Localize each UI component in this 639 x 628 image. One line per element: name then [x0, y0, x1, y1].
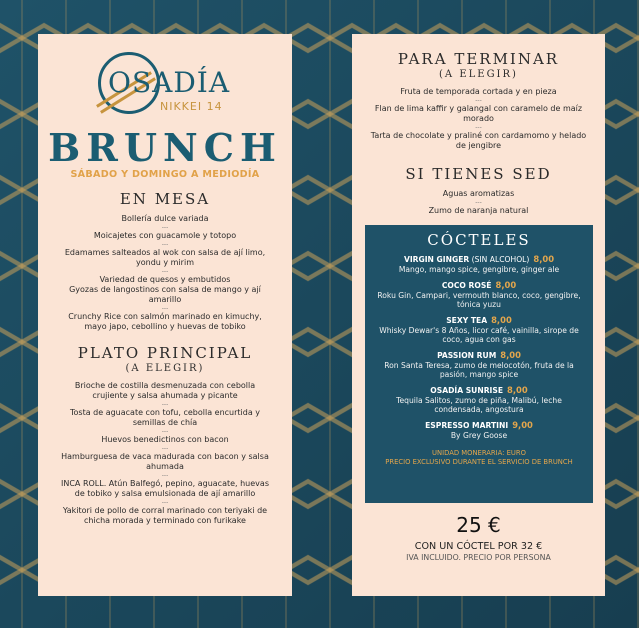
right-menu-panel — [352, 34, 605, 596]
osadia-logo — [38, 44, 292, 122]
cocktail-name: ESPRESSO MARTINI — [425, 420, 509, 430]
cocktail-name-row — [373, 315, 585, 326]
cocktail-description: Ron Santa Teresa, zumo de melocotón, fruta de la pasión, mango spice — [384, 360, 574, 379]
logo-subtitle: NIKKEI 14 — [160, 100, 223, 113]
menu-item: Edamames salteados al wok con salsa de ají limo, yondu y mirim — [64, 248, 266, 267]
section-title-en-mesa: EN MESA — [119, 190, 211, 208]
left-menu-panel — [38, 34, 292, 596]
menu-item: INCA ROLL. Atún Balfegó, pepino, aguacate, huevas de tobiko y salsa emulsionada de ají amarillo — [61, 479, 269, 498]
item-separator: --- — [475, 124, 482, 131]
si-tienes-sed-list — [352, 189, 605, 216]
menu-item: Crunchy Rice con salmón marinado en kimuchy, mayo japo, cebollino y huevas de tobiko — [68, 312, 262, 331]
item-separator: --- — [475, 97, 482, 104]
menu-item: Moicajetes con guacamole y totopo — [93, 231, 237, 240]
brunch-subtitle: SÁBADO Y DOMINGO A MEDIODÍA — [70, 169, 260, 180]
cocktail-price: 8,00 — [500, 349, 521, 360]
cocktail-price: 8,00 — [491, 314, 512, 325]
cocktail-name-row — [373, 280, 585, 291]
menu-item: Aguas aromatizas — [442, 189, 515, 198]
cocktail-name: VIRGIN GINGER — [403, 255, 470, 264]
cocktail-name-row — [373, 385, 585, 396]
item-separator: --- — [161, 268, 169, 275]
item-separator: --- — [161, 472, 169, 479]
section-title-plato-principal: PLATO PRINCIPAL — [77, 344, 253, 362]
en-mesa-list — [38, 214, 292, 332]
menu-item: Hamburguesa de vaca madurada con bacon y salsa ahumada — [61, 452, 269, 471]
menu-item: Variedad de quesos y embutidos Gyozas de langostinos con salsa de mango y ají amarillo — [69, 275, 261, 304]
brunch-price: 25 € — [456, 513, 501, 537]
cocktail-name-row — [373, 420, 585, 431]
menu-item: Huevos benedictinos con bacon — [101, 435, 229, 444]
menu-item: Brioche de costilla desmenuzada con cebolla crujiente y salsa ahumada y picante — [74, 381, 256, 400]
menu-item: Tosta de aguacate con tofu, cebolla encurtida y semillas de chía — [69, 408, 261, 427]
cocktail-name: SEXY TEA — [446, 315, 488, 325]
logo-name: OSADÍA — [108, 66, 231, 99]
cocteles-list — [373, 254, 585, 440]
cocktail-description: Whisky Dewar's 8 Años, licor café, vainilla, sirope de coco, agua con gas — [379, 325, 579, 344]
cocktail-price: 8,00 — [495, 279, 517, 290]
item-separator: --- — [161, 401, 169, 408]
cocktail-name: COCO ROSÉ — [441, 280, 492, 290]
para-terminar-list — [352, 87, 605, 151]
section-title-cocteles: CÓCTELES — [427, 231, 531, 249]
item-separator: --- — [161, 499, 169, 506]
cocteles-box — [365, 225, 593, 503]
plato-principal-list — [38, 381, 292, 526]
cocktail-note: (SIN ALCOHOL) — [469, 255, 530, 264]
cocktail-description: Roku Gin, Campari, vermouth blanco, coco, gengibre, tónica yuzu — [377, 290, 581, 309]
menu-item: Yakitori de pollo de corral marinado con teriyaki de chicha morada y terminado con furikake — [62, 506, 268, 525]
section-subtitle-para-terminar: (A ELEGIR) — [439, 69, 518, 80]
item-separator: --- — [161, 305, 169, 312]
cocktail-description: By Grey Goose — [450, 430, 508, 440]
menu-item: Bollería dulce variada — [121, 214, 209, 223]
menu-item: Flan de lima kaffir y galangal con caramelo de maíz morado — [374, 104, 583, 123]
item-separator: --- — [161, 445, 169, 452]
item-separator: --- — [161, 224, 169, 231]
cocktail-price: 8,00 — [533, 254, 555, 264]
cocktail-name: OSADÍA SUNRISE — [430, 385, 504, 395]
price-note: IVA INCLUIDO. PRECIO POR PERSONA — [406, 553, 551, 562]
cocktail-name: PASSION RUM — [437, 350, 497, 360]
menu-item: Zumo de naranja natural — [428, 206, 529, 215]
brunch-title: BRUNCH — [48, 125, 282, 170]
section-subtitle-plato-principal: (A ELEGIR) — [125, 363, 205, 374]
price-with-cocktail: CON UN CÓCTEL POR 32 € — [414, 541, 543, 552]
item-separator: --- — [161, 241, 169, 248]
menu-item: Tarta de chocolate y praliné con cardamomo y helado de jengibre — [370, 131, 587, 150]
item-separator: --- — [161, 428, 169, 435]
currency-note: UNIDAD MONERARIA: EURO — [432, 449, 526, 457]
cocktail-price: 8,00 — [507, 384, 528, 395]
section-title-si-tienes-sed: SI TIENES SED — [405, 165, 552, 183]
cocteles-footer — [373, 449, 585, 467]
cocktail-name-row — [373, 254, 585, 265]
menu-item: Fruta de temporada cortada y en pieza — [400, 87, 557, 96]
cocktail-price: 9,00 — [512, 419, 533, 430]
exclusive-price-note: PRECIO EXCLUSIVO DURANTE EL SERVICIO DE BRUNCH — [385, 458, 573, 466]
section-title-para-terminar: PARA TERMINAR — [397, 50, 560, 68]
cocktail-name-row — [373, 350, 585, 361]
cocktail-description: Mango, mango spice, gengibre, ginger ale — [398, 265, 560, 274]
item-separator: --- — [475, 199, 482, 206]
cocktail-description: Tequila Salitos, zumo de piña, Malibú, leche condensada, angostura — [396, 395, 562, 414]
